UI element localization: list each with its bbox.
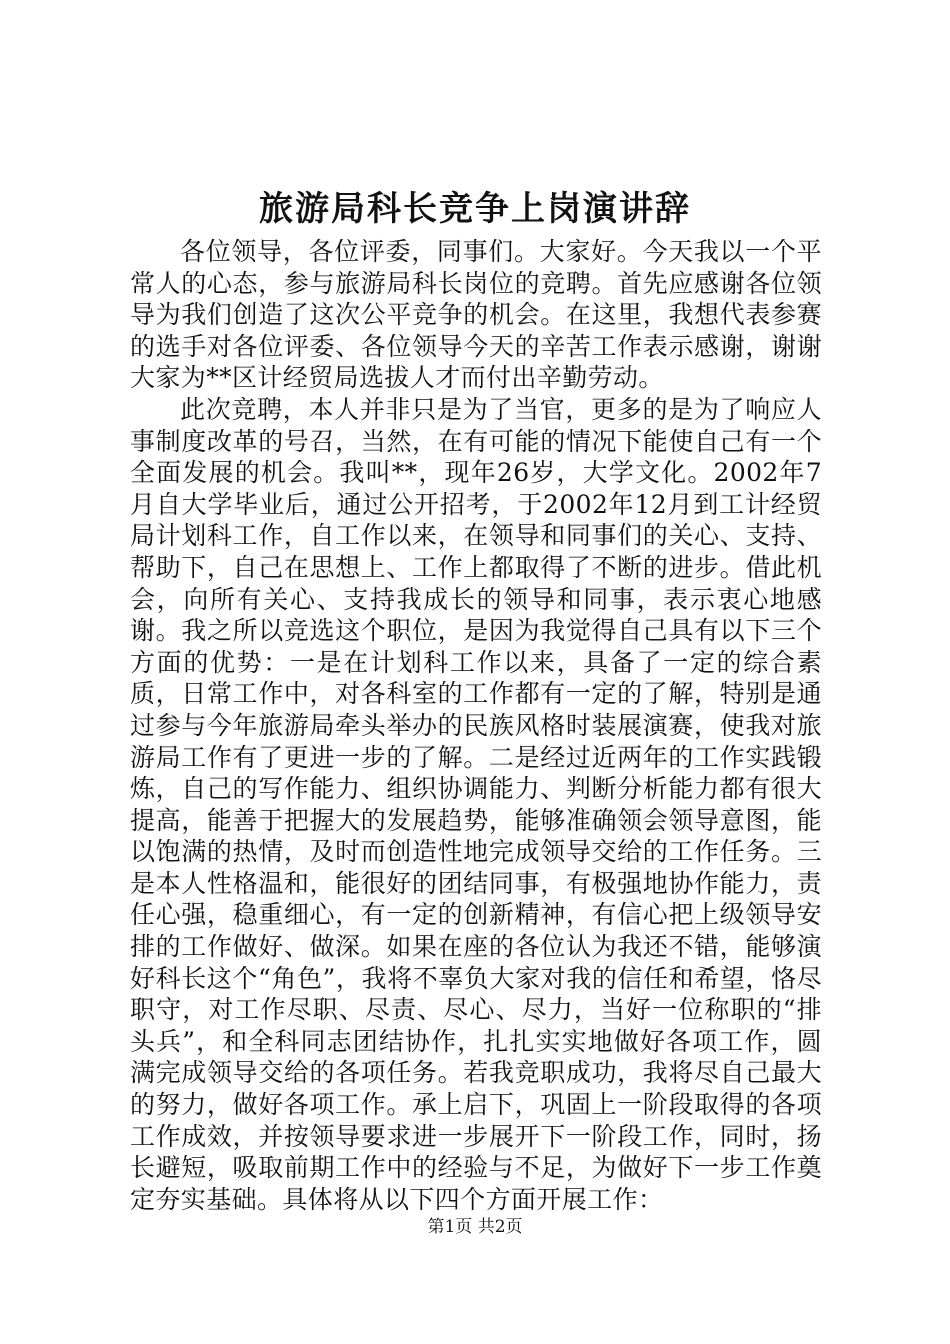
body-paragraph-2: 此次竞聘，本人并非只是为了当官，更多的是为了响应人事制度改革的号召，当然，在有可能的情况下能使自己有一个全面发展的机会。我叫**，现年26岁，大学文化。2002年7月自大学毕业后，通过公开招考，于2002年12月到工计经贸局计划科工作，自工作以来，在领导和同事们的关心、支持、帮助下，自己在思想上、工作上都取得了不断的进步。借此机会，向所有关心、支持我成长的领导和同事，表示衷心地感谢。我之所以竞选这个职位，是因为我觉得自己具有以下三个方面的优势：一是在计划科工作以来，具备了一定的综合素质，日常工作中，对各科室的工作都有一定的了解，特别是通过参与今年旅游局牵头举办的民族风格时装展演赛，使我对旅游局工作有了更进一步的了解。二是经过近两年的工作实践锻炼，自己的写作能力、组织协调能力、判断分析能力都有很大提高，能善于把握大的发展趋势，能够准确领会领导意图，能以饱满的热情，及时而创造性地完成领导交给的工作任务。三是本人性格温和，能很好的团结同事，有极强地协作能力，责任心强，稳重细心，有一定的创新精神，有信心把上级领导安排的工作做好、做深。如果在座的各位认为我还不错，能够演好科长这个“角色”，我将不辜负大家对我的信任和希望，恪尽职守，对工作尽职、尽责、尽心、尽力，当好一位称职的“排头兵”，和全科同志团结协作，扎扎实实地做好各项工作，圆满完成领导交给的各项任务。若我竞职成功，我将尽自己最大的努力，做好各项工作。承上启下，巩固上一阶段取得的各项工作成效，并按领导要求进一步展开下一阶段工作，同时，扬长避短，吸取前期工作中的经验与不足，为做好下一步工作奠定夯实基础。具体将从以下四个方面开展工作： xyxy=(130,394,822,1214)
page-number-footer: 第1页 共2页 xyxy=(427,1217,523,1237)
document-title: 旅游局科长竞争上岗演讲辞 xyxy=(259,189,691,229)
body-paragraph-1: 各位领导，各位评委，同事们。大家好。今天我以一个平常人的心态，参与旅游局科长岗位的竞聘。首先应感谢各位领导为我们创造了这次公平竞争的机会。在这里，我想代表参赛的选手对各位评委、各位领导今天的辛苦工作表示感谢，谢谢大家为**区计经贸局选拔人才而付出辛勤劳动。 xyxy=(130,237,822,393)
document-body xyxy=(130,236,822,1215)
